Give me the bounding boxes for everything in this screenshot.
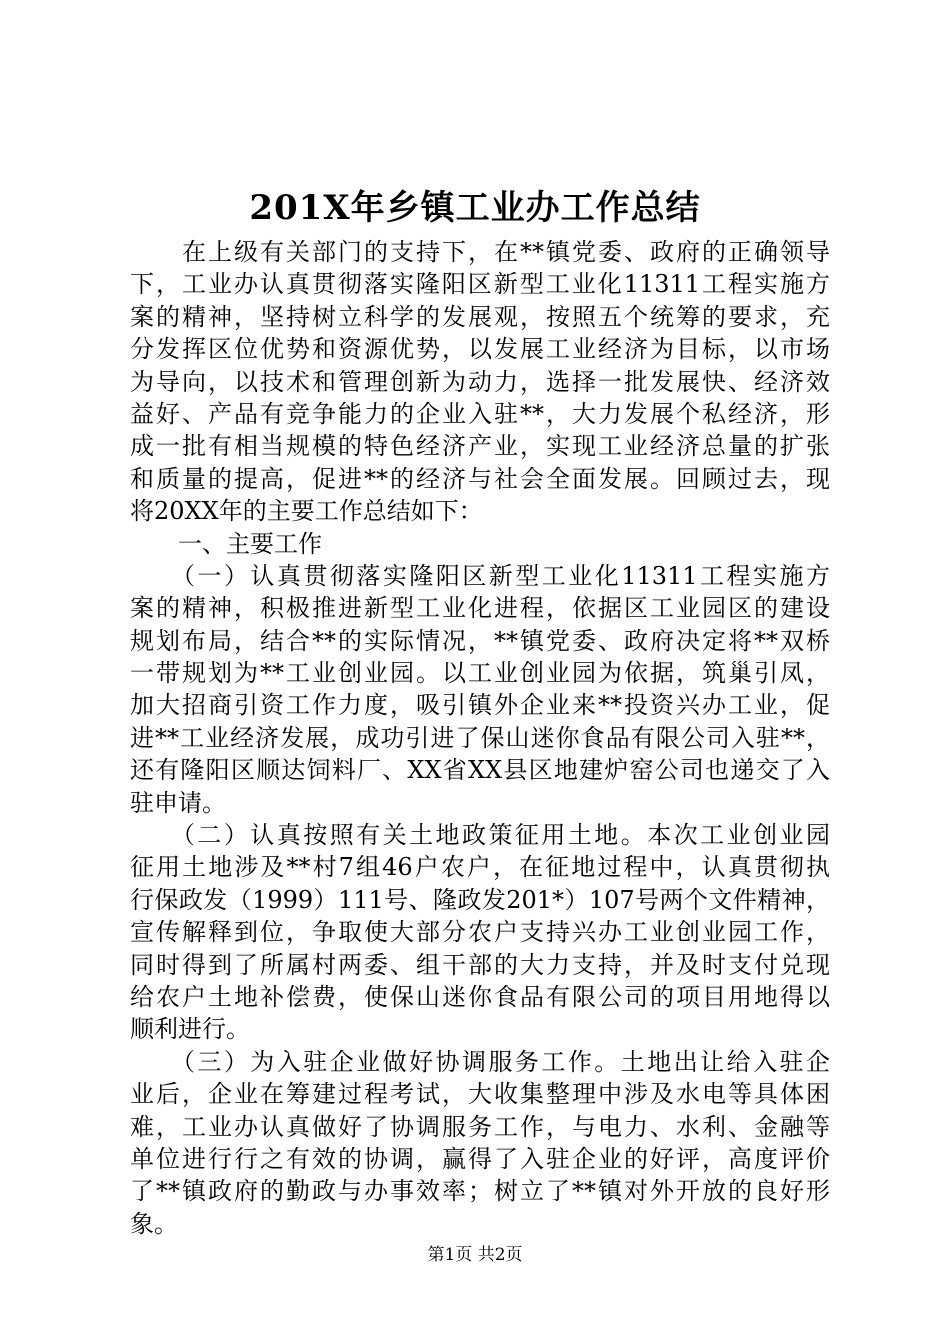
document-body — [130, 236, 830, 1240]
text-line: 为导向，以技术和管理创新为动力，选择一批发展快、经济效 — [130, 367, 830, 396]
text-line: 将20XX年的主要工作总结如下： — [130, 497, 483, 526]
text-line: 益好、产品有竞争能力的企业入驻**，大力发展个私经济，形 — [130, 399, 830, 428]
text-line: 同时得到了所属村两委、组干部的大力支持，并及时支付兑现 — [130, 950, 830, 979]
text-line: 顺利进行。 — [130, 1015, 250, 1044]
text-line: 下，工业办认真贯彻落实隆阳区新型工业化11311工程实施方 — [130, 270, 830, 299]
text-line: 案的精神，坚持树立科学的发展观，按照五个统筹的要求，充 — [130, 302, 830, 331]
text-line: 征用土地涉及**村7组46户农户，在征地过程中，认真贯彻执 — [130, 853, 830, 882]
text-line: 分发挥区位优势和资源优势，以发展工业经济为目标，以市场 — [130, 335, 830, 364]
page-footer: 第1页 共2页 — [427, 1245, 523, 1265]
text-line: 行保政发（1999）111号、隆政发201*）107号两个文件精神， — [130, 885, 830, 914]
text-line: 单位进行行之有效的协调，赢得了入驻企业的好评，高度评价 — [130, 1144, 830, 1173]
text-line: 和质量的提高，促进**的经济与社会全面发展。回顾过去，现 — [130, 464, 830, 493]
text-line: 案的精神，积极推进新型工业化进程，依据区工业园区的建设 — [130, 594, 830, 623]
text-line: 一带规划为**工业创业园。以工业创业园为依据，筑巢引凤， — [130, 659, 830, 688]
text-line: 在上级有关部门的支持下，在**镇党委、政府的正确领导 — [130, 238, 830, 266]
text-line: 规划布局，结合**的实际情况，**镇党委、政府决定将**双桥 — [130, 626, 830, 655]
text-line: 加大招商引资工作力度，吸引镇外企业来**投资兴办工业，促 — [130, 691, 830, 720]
text-line: （三）为入驻企业做好协调服务工作。土地出让给入驻企 — [130, 1047, 830, 1076]
text-line: 象。 — [130, 1209, 178, 1238]
text-line: 驻申请。 — [130, 788, 226, 817]
text-line: （二）认真按照有关土地政策征用土地。本次工业创业园 — [130, 821, 830, 850]
text-line: 还有隆阳区顺达饲料厂、XX省XX县区地建炉窑公司也递交了入 — [130, 756, 830, 785]
text-line: 进**工业经济发展，成功引进了保山迷你食品有限公司入驻**， — [130, 723, 830, 752]
text-line: 了**镇政府的勤政与办事效率；树立了**镇对外开放的良好形 — [130, 1177, 830, 1206]
text-line: 给农户土地补偿费，使保山迷你食品有限公司的项目用地得以 — [130, 982, 830, 1011]
text-line: 难，工业办认真做好了协调服务工作，与电力、水利、金融等 — [130, 1112, 830, 1141]
document-title: 201X年乡镇工业办工作总结 — [249, 188, 701, 228]
text-line: 业后，企业在筹建过程考试，大收集整理中涉及水电等具体困 — [130, 1080, 830, 1109]
text-line: 宣传解释到位，争取使大部分农户支持兴办工业创业园工作， — [130, 918, 830, 947]
text-line: （一）认真贯彻落实隆阳区新型工业化11311工程实施方 — [130, 561, 830, 590]
text-line: 成一批有相当规模的特色经济产业，实现工业经济总量的扩张 — [130, 432, 830, 461]
section-heading: 一、主要工作 — [130, 529, 322, 558]
